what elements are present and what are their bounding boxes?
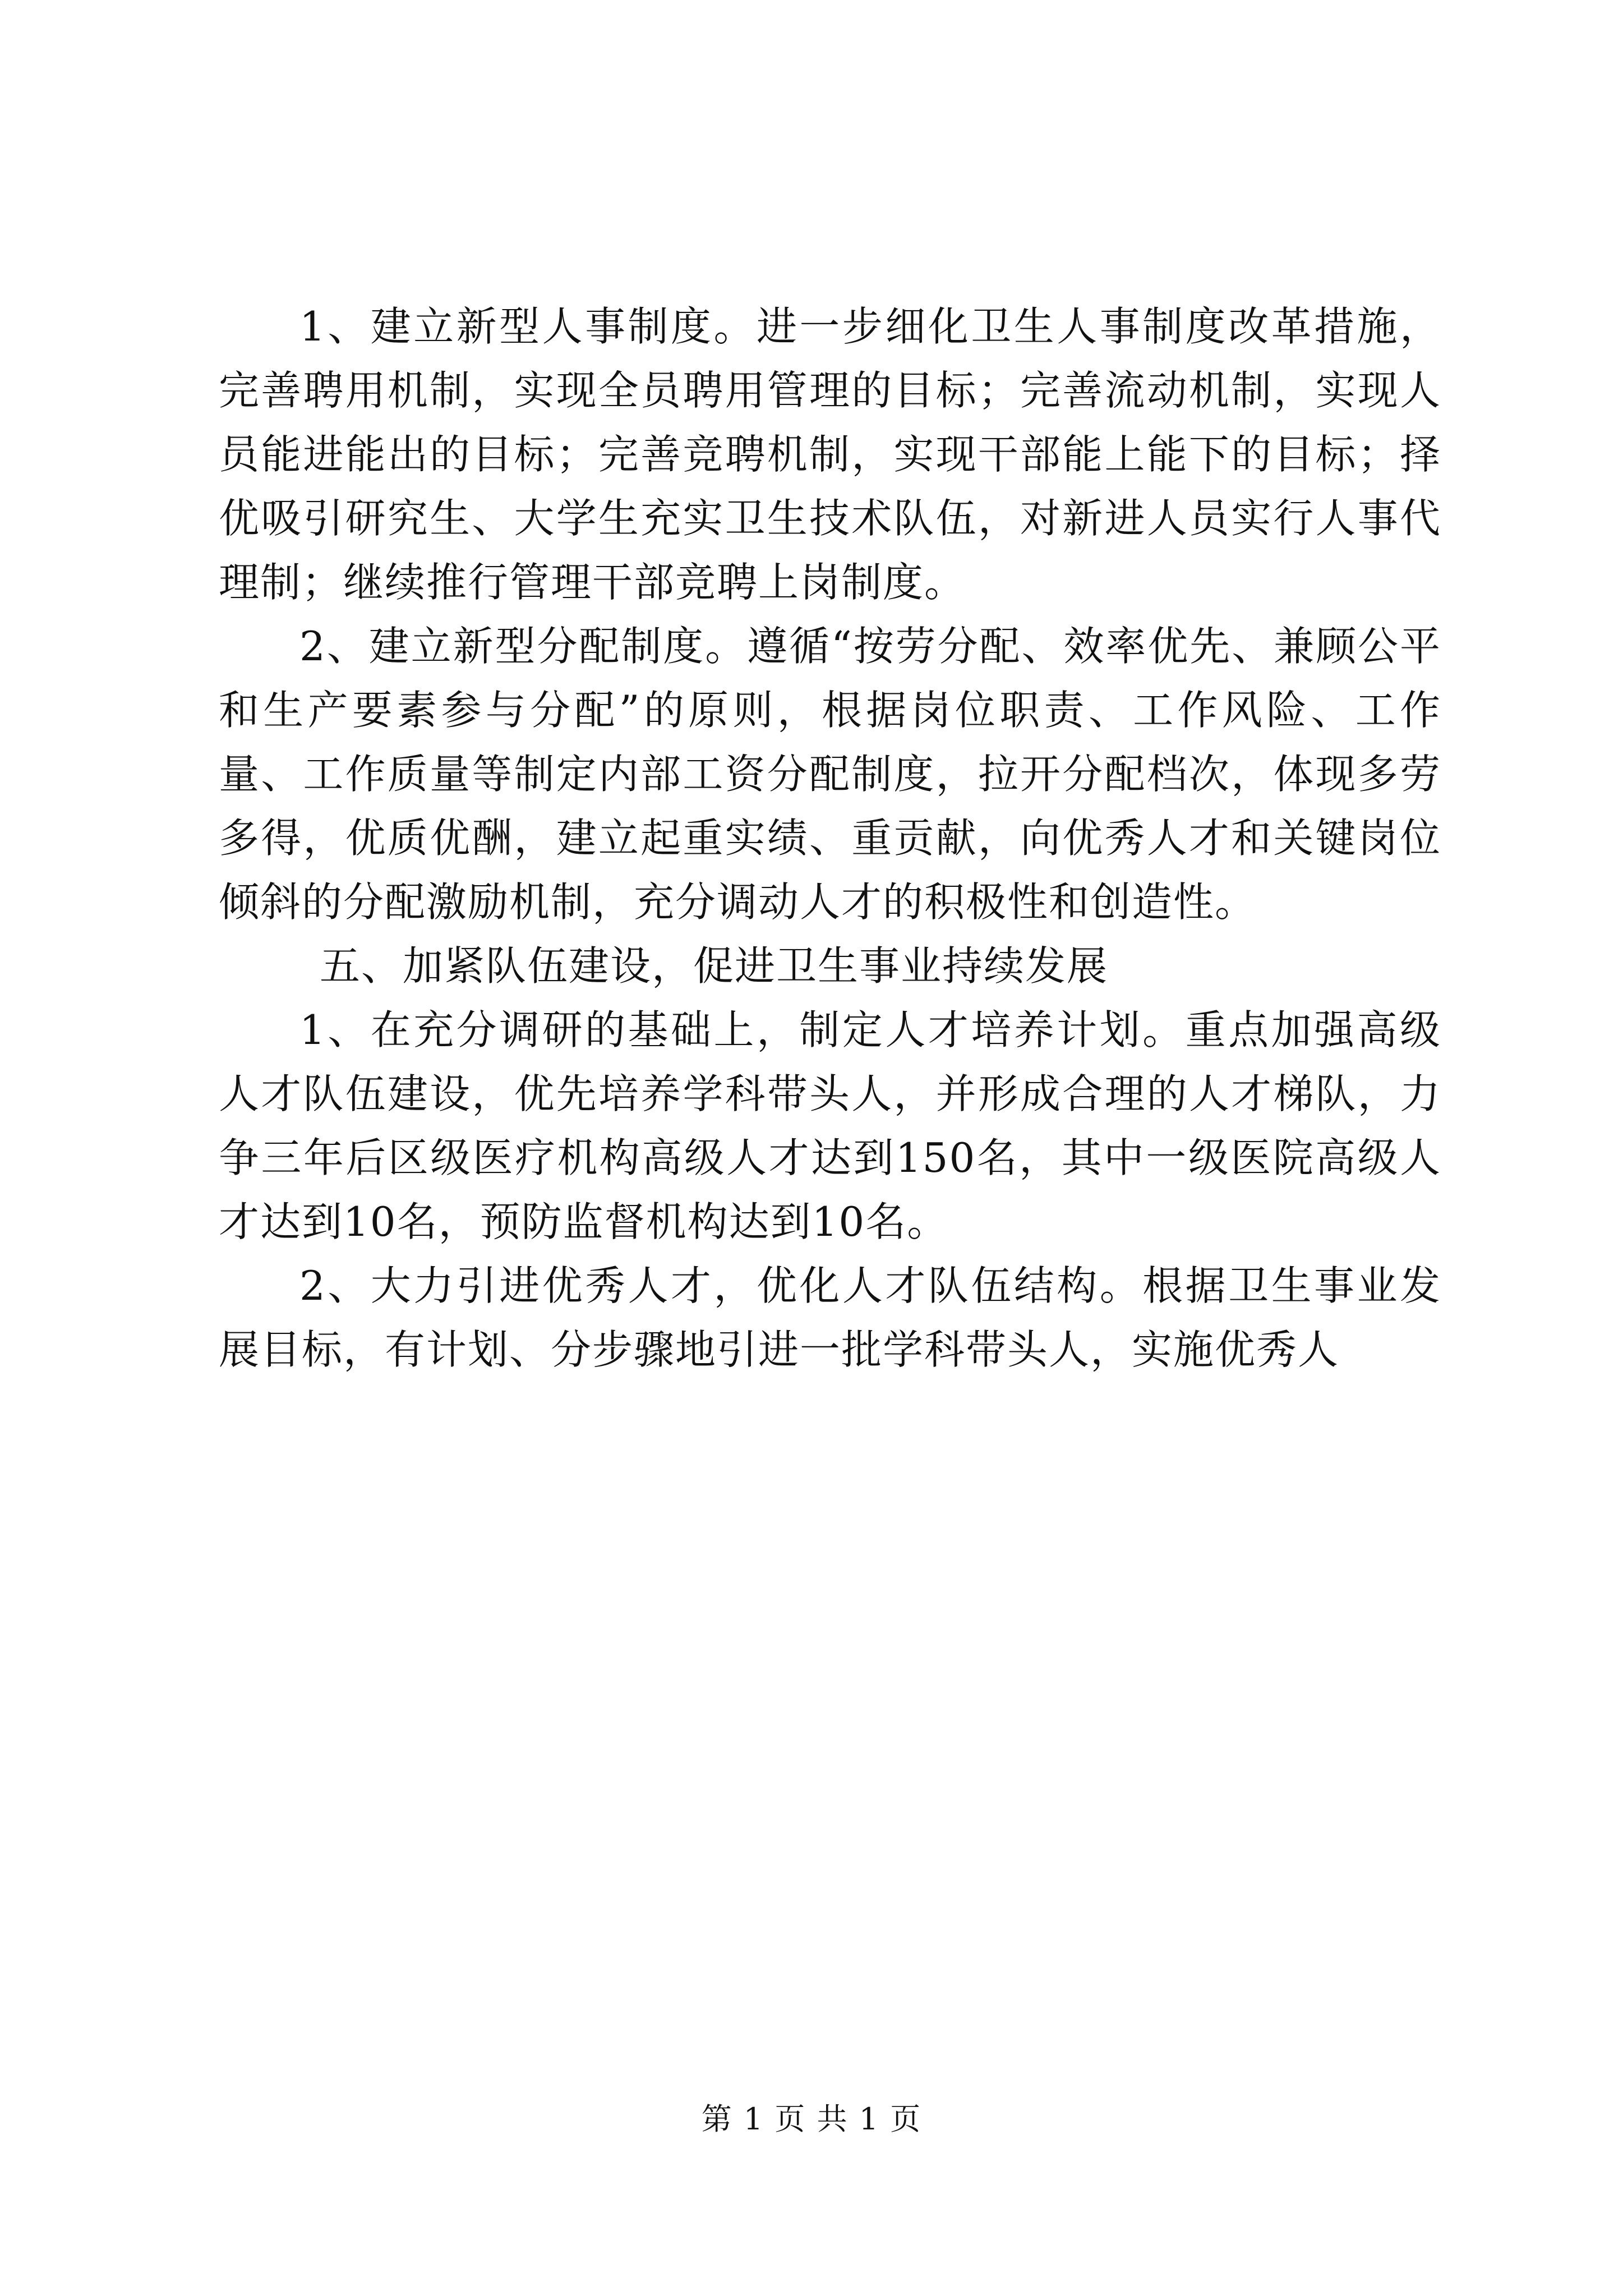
document-body	[219, 295, 1441, 1382]
page-footer: 第 1 页 共 1 页	[701, 2101, 922, 2137]
paragraph-talent-introduction: 2、大力引进优秀人才，优化人才队伍结构。根据卫生事业发展目标，有计划、分步骤地引进一批学科带头人，实施优秀人	[219, 1262, 1441, 1373]
paragraph-talent-training-plan: 1、在充分调研的基础上，制定人才培养计划。重点加强高级人才队伍建设，优先培养学科带头人，并形成合理的人才梯队，力争三年后区级医疗机构高级人才达到150名，其中一级医院高级人才达到10名，预防监督机构达到10名。	[219, 1006, 1441, 1245]
section-heading-team-building: 五、加紧队伍建设，促进卫生事业持续发展	[320, 942, 1109, 990]
paragraph-distribution-system: 2、建立新型分配制度。遵循“按劳分配、效率优先、兼顾公平和生产要素参与分配”的原则，根据岗位职责、工作风险、工作量、工作质量等制定内部工资分配制度，拉开分配档次，体现多劳多得，优质优酬，建立起重实绩、重贡献，向优秀人才和关键岗位倾斜的分配激励机制，充分调动人才的积极性和创造性。	[219, 623, 1441, 926]
paragraph-personnel-system: 1、建立新型人事制度。进一步细化卫生人事制度改革措施，完善聘用机制，实现全员聘用管理的目标；完善流动机制，实现人员能进能出的目标；完善竞聘机制，实现干部能上能下的目标；择优吸引研究生、大学生充实卫生技术队伍，对新进人员实行人事代理制；继续推行管理干部竞聘上岗制度。	[219, 303, 1441, 606]
